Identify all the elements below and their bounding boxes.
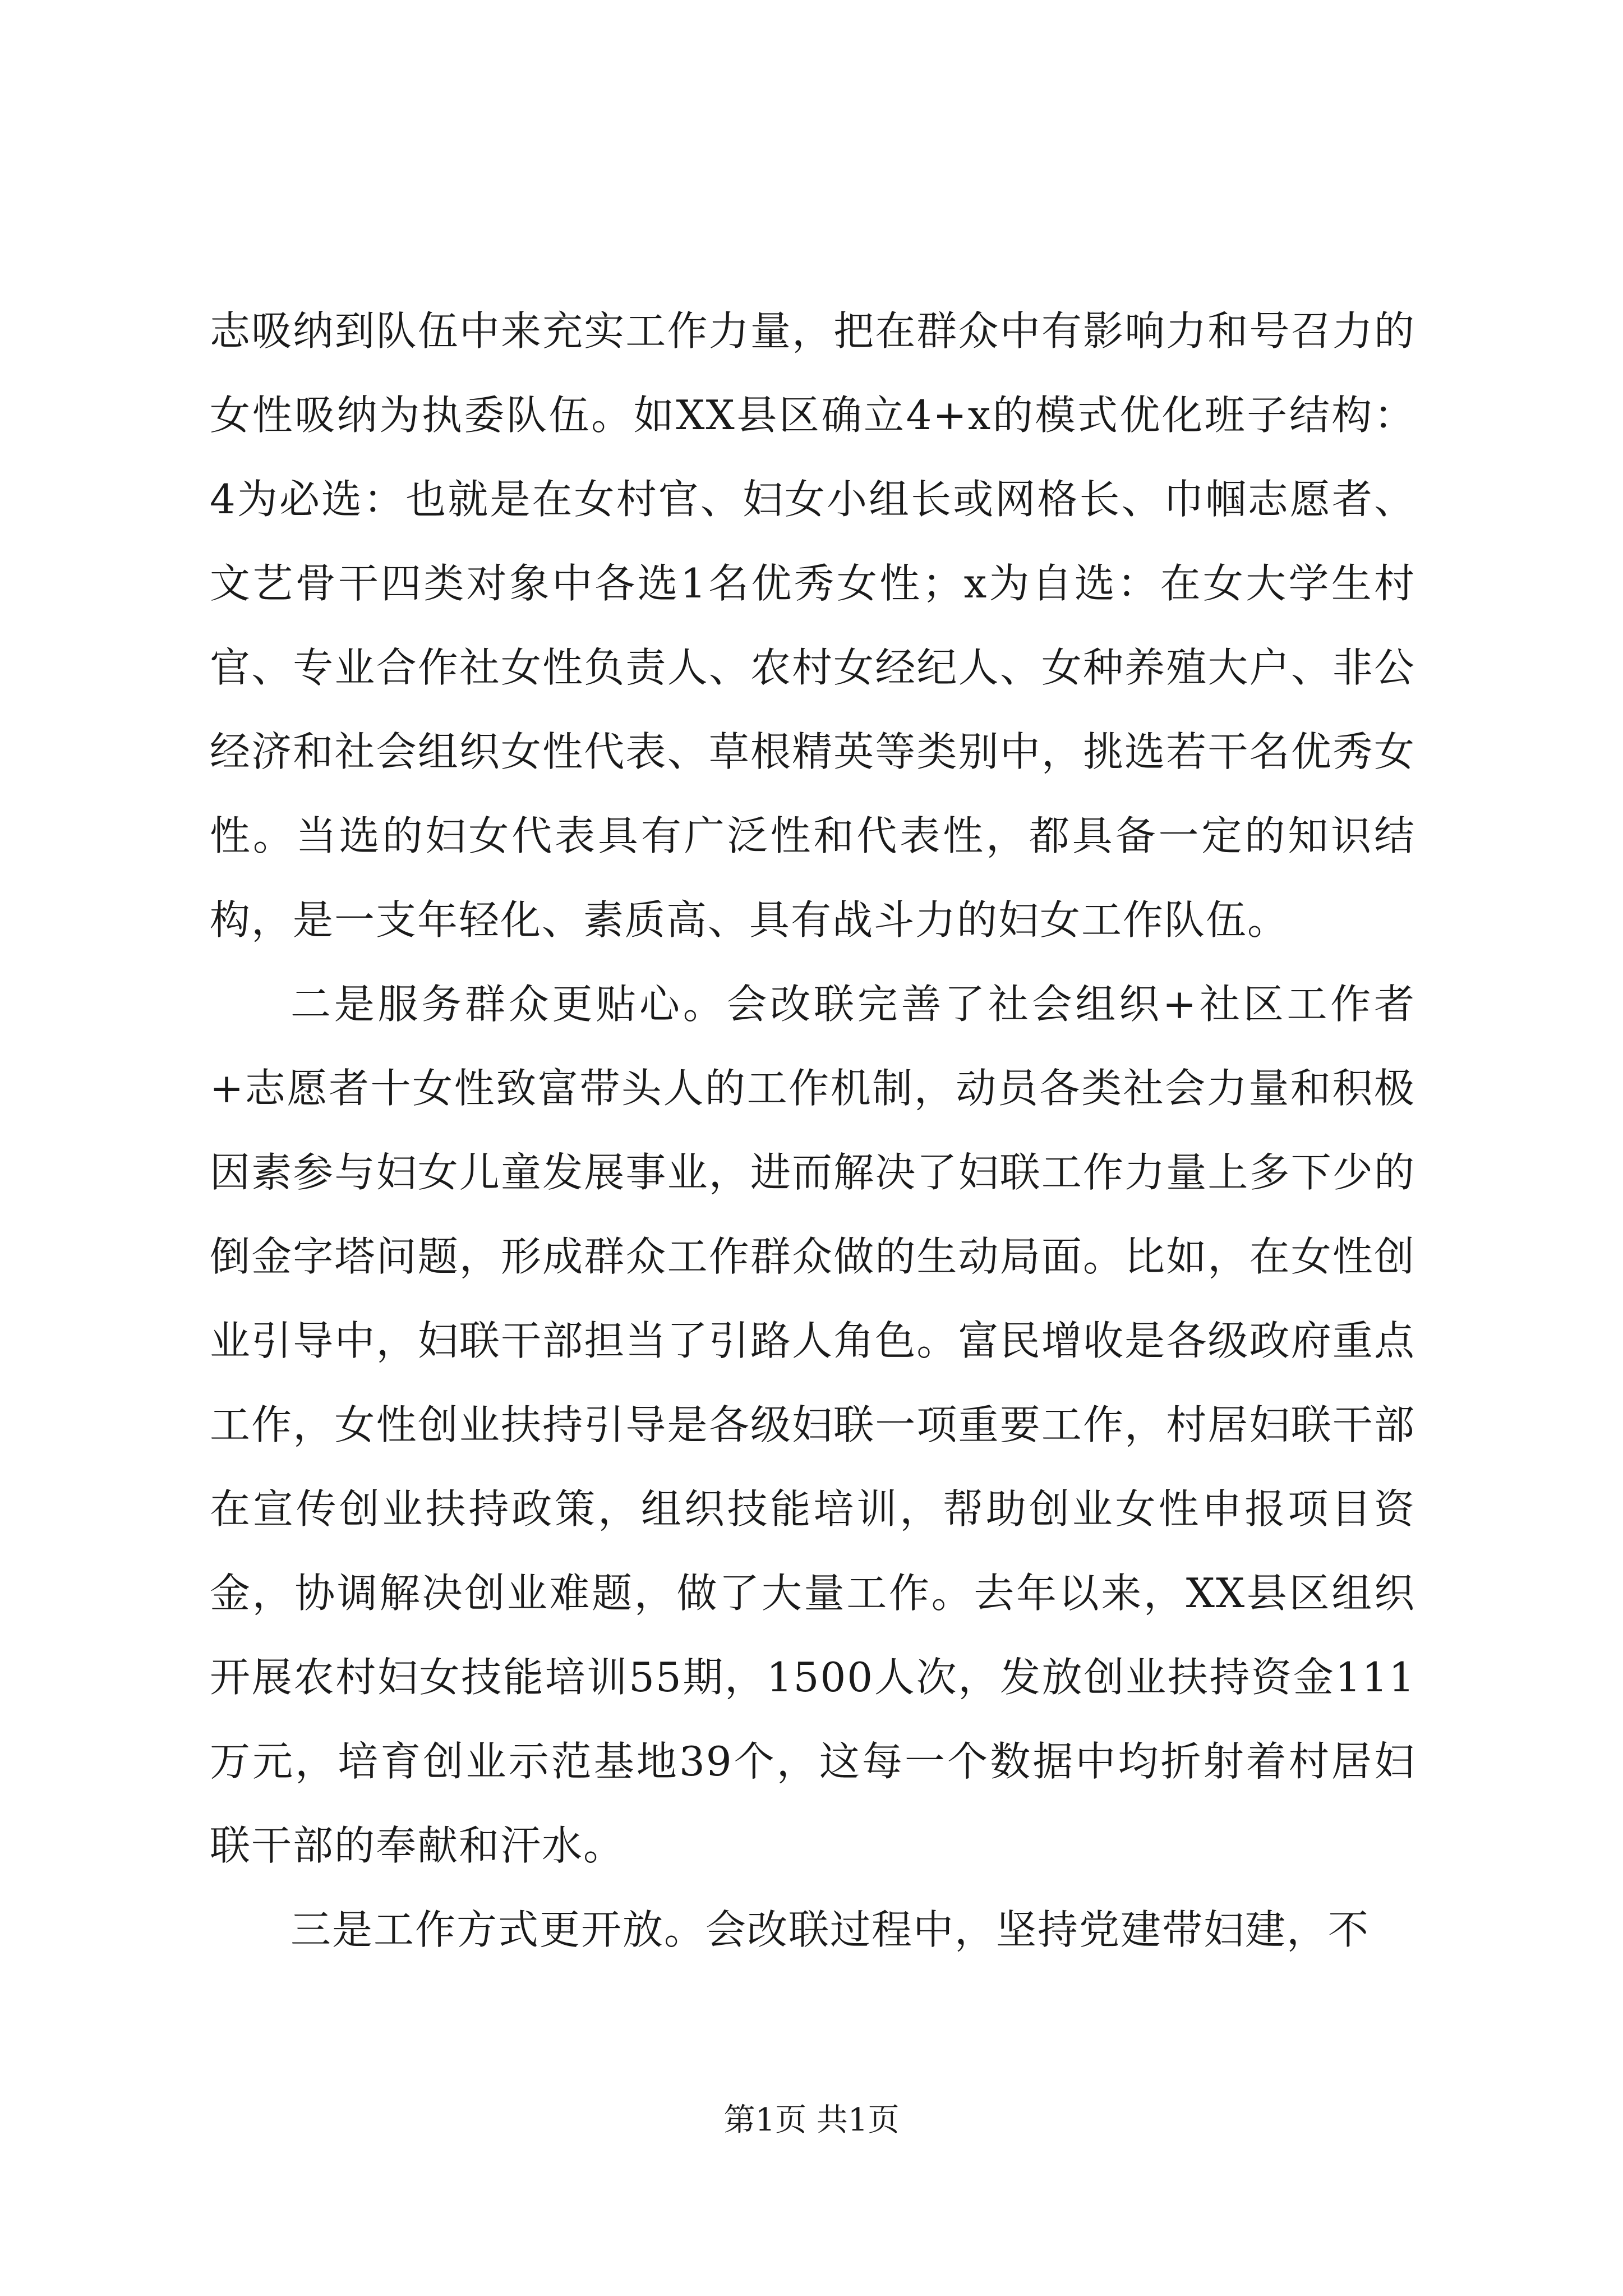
paragraph-1: 志吸纳到队伍中来充实工作力量，把在群众中有影响力和号召力的女性吸纳为执委队伍。如XX县区确立4+x的模式优化班子结构：4为必选：也就是在女村官、妇女小组长或网格长、巾帼志愿者、文艺骨干四类对象中各选1名优秀女性；x为自选：在女大学生村官、专业合作社女性负责人、农村女经纪人、女种养殖大户、非公经济和社会组织女性代表、草根精英等类别中，挑选若干名优秀女性。当选的妇女代表具有广泛性和代表性，都具备一定的知识结构，是一支年轻化、素质高、具有战斗力的妇女工作队伍。 [210, 307, 1415, 944]
page-number-footer: 第1页 共1页 [723, 2102, 900, 2138]
paragraph-3: 三是工作方式更开放。会改联过程中，坚持党建带妇建，不 [291, 1906, 1370, 1953]
paragraph-2: 二是服务群众更贴心。会改联完善了社会组织+社区工作者+志愿者十女性致富带头人的工作机制，动员各类社会力量和积极因素参与妇女儿童发展事业，进而解决了妇联工作力量上多下少的倒金字塔问题，形成群众工作群众做的生动局面。比如，在女性创业引导中，妇联干部担当了引路人角色。富民增收是各级政府重点工作，女性创业扶持引导是各级妇联一项重要工作，村居妇联干部在宣传创业扶持政策，组织技能培训，帮助创业女性申报项目资金，协调解决创业难题，做了大量工作。去年以来，XX县区组织开展农村妇女技能培训55期，1500人次，发放创业扶持资金111万元，培育创业示范基地39个，这每一个数据中均折射着村居妇联干部的奉献和汗水。 [210, 981, 1415, 1869]
document-body [210, 289, 1415, 1972]
